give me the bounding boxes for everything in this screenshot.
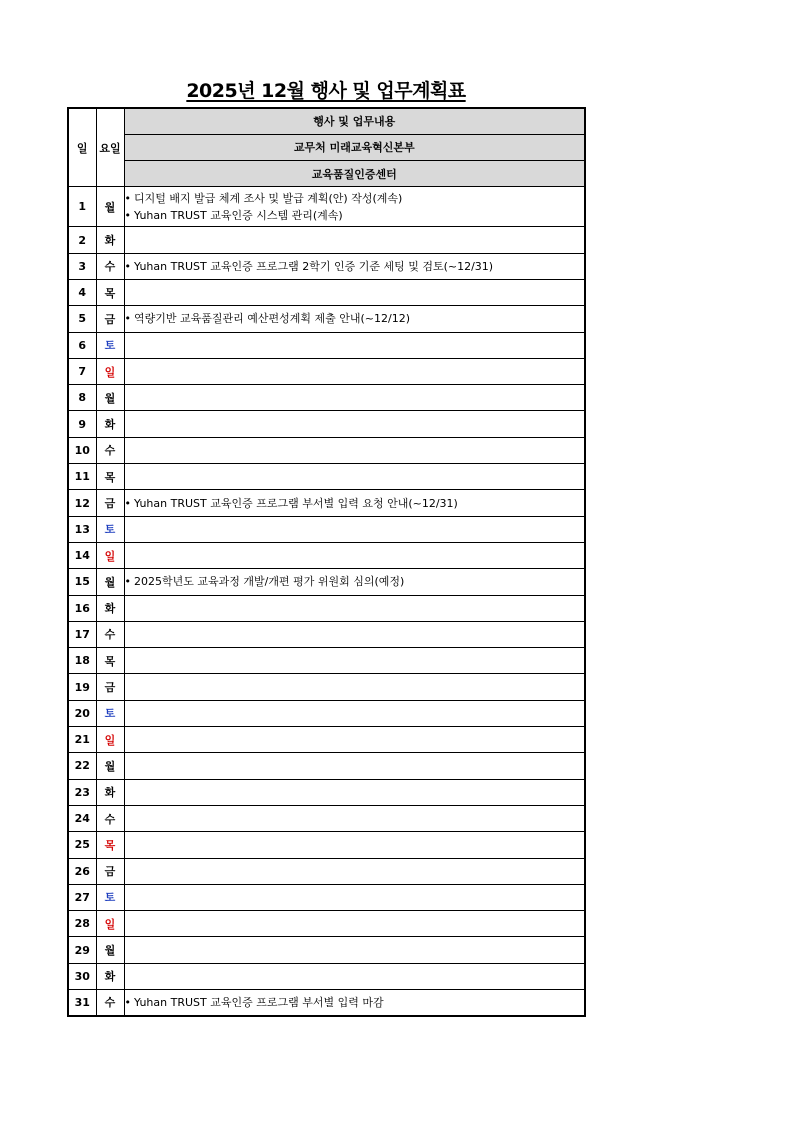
schedule-content: [124, 832, 585, 858]
weekday-label: 목: [96, 464, 124, 490]
schedule-content: [124, 542, 585, 568]
schedule-content: [124, 332, 585, 358]
table-row: [68, 411, 585, 437]
weekday-label: 목: [96, 832, 124, 858]
table-row: [68, 437, 585, 463]
day-number: 5: [68, 306, 96, 332]
weekday-label: 화: [96, 779, 124, 805]
header-weekday: 요일: [96, 108, 124, 187]
header-office: 교무처 미래교육혁신본부: [124, 134, 585, 160]
bullet-icon: •: [124, 496, 131, 510]
weekday-label: 수: [96, 805, 124, 831]
day-number: 23: [68, 779, 96, 805]
weekday-label: 월: [96, 187, 124, 227]
day-number: 14: [68, 542, 96, 568]
schedule-content: [124, 358, 585, 384]
table-row: [68, 542, 585, 568]
schedule-content: [124, 279, 585, 305]
table-row: [68, 805, 585, 831]
table-body: [68, 187, 585, 1016]
schedule-content: [124, 227, 585, 253]
table-header: [68, 108, 585, 187]
day-number: 31: [68, 990, 96, 1016]
weekday-label: 월: [96, 753, 124, 779]
table-row: [68, 727, 585, 753]
table-row: [68, 253, 585, 279]
schedule-content: [124, 700, 585, 726]
day-number: 13: [68, 516, 96, 542]
weekday-label: 수: [96, 437, 124, 463]
schedule-item-text: 디지털 배지 발급 체계 조사 및 발급 계획(안) 작성(계속): [134, 191, 403, 205]
table-row: [68, 516, 585, 542]
day-number: 1: [68, 187, 96, 227]
header-day: 일: [68, 108, 96, 187]
schedule-content: [124, 648, 585, 674]
weekday-label: 일: [96, 542, 124, 568]
day-number: 15: [68, 569, 96, 595]
day-number: 2: [68, 227, 96, 253]
schedule-item-text: 2025학년도 교육과정 개발/개편 평가 위원회 심의(예정): [134, 575, 405, 589]
schedule-content: [124, 569, 585, 595]
schedule-item-text: Yuhan TRUST 교육인증 프로그램 2학기 인증 기준 세팅 및 검토(~12/31): [134, 259, 494, 273]
table-row: [68, 990, 585, 1016]
table-row: [68, 937, 585, 963]
weekday-label: 일: [96, 727, 124, 753]
day-number: 18: [68, 648, 96, 674]
schedule-item-text: 역량기반 교육품질관리 예산편성계획 제출 안내(~12/12): [134, 312, 411, 326]
table-row: [68, 648, 585, 674]
schedule-content: [124, 411, 585, 437]
table-row: [68, 306, 585, 332]
day-number: 10: [68, 437, 96, 463]
table-row: [68, 621, 585, 647]
weekday-label: 일: [96, 358, 124, 384]
weekday-label: 금: [96, 306, 124, 332]
schedule-content: [124, 621, 585, 647]
day-number: 28: [68, 911, 96, 937]
plan-table: [67, 107, 586, 1017]
schedule-content: [124, 753, 585, 779]
day-number: 7: [68, 358, 96, 384]
table-row: [68, 858, 585, 884]
schedule-content: [124, 490, 585, 516]
schedule-content: [124, 963, 585, 989]
header-center: 교육품질인증센터: [124, 161, 585, 187]
table-row: [68, 674, 585, 700]
header-content-title: 행사 및 업무내용: [124, 108, 585, 134]
weekday-label: 화: [96, 595, 124, 621]
day-number: 21: [68, 727, 96, 753]
schedule-content: [124, 727, 585, 753]
day-number: 30: [68, 963, 96, 989]
schedule-content: [124, 805, 585, 831]
bullet-icon: •: [124, 191, 131, 205]
schedule-item: [125, 495, 585, 512]
schedule-content: [124, 937, 585, 963]
weekday-label: 월: [96, 385, 124, 411]
day-number: 3: [68, 253, 96, 279]
schedule-item-text: Yuhan TRUST 교육인증 프로그램 부서별 입력 마감: [134, 995, 384, 1009]
table-row: [68, 569, 585, 595]
weekday-label: 일: [96, 911, 124, 937]
weekday-label: 화: [96, 963, 124, 989]
day-number: 8: [68, 385, 96, 411]
schedule-item: [125, 190, 585, 207]
table-row: [68, 911, 585, 937]
day-number: 6: [68, 332, 96, 358]
schedule-content: [124, 187, 585, 227]
table-row: [68, 464, 585, 490]
day-number: 17: [68, 621, 96, 647]
table-row: [68, 779, 585, 805]
weekday-label: 월: [96, 569, 124, 595]
table-row: [68, 884, 585, 910]
weekday-label: 수: [96, 621, 124, 647]
schedule-content: [124, 674, 585, 700]
table-row: [68, 187, 585, 227]
table-row: [68, 279, 585, 305]
day-number: 25: [68, 832, 96, 858]
schedule-content: [124, 911, 585, 937]
schedule-item-text: Yuhan TRUST 교육인증 시스템 관리(계속): [134, 208, 343, 222]
day-number: 4: [68, 279, 96, 305]
table-row: [68, 963, 585, 989]
table-row: [68, 490, 585, 516]
bullet-icon: •: [124, 312, 131, 326]
weekday-label: 토: [96, 332, 124, 358]
table-row: [68, 753, 585, 779]
schedule-item: [125, 207, 585, 224]
day-number: 11: [68, 464, 96, 490]
weekday-label: 토: [96, 516, 124, 542]
weekday-label: 화: [96, 411, 124, 437]
weekday-label: 수: [96, 990, 124, 1016]
day-number: 19: [68, 674, 96, 700]
schedule-item: [125, 573, 585, 590]
table-row: [68, 358, 585, 384]
day-number: 22: [68, 753, 96, 779]
weekday-label: 토: [96, 884, 124, 910]
day-number: 27: [68, 884, 96, 910]
schedule-content: [124, 253, 585, 279]
schedule-content: [124, 306, 585, 332]
schedule-content: [124, 884, 585, 910]
weekday-label: 금: [96, 490, 124, 516]
day-number: 20: [68, 700, 96, 726]
weekday-label: 수: [96, 253, 124, 279]
bullet-icon: •: [124, 995, 131, 1009]
schedule-item: [125, 310, 585, 327]
weekday-label: 목: [96, 648, 124, 674]
schedule-item: [125, 994, 585, 1011]
day-number: 26: [68, 858, 96, 884]
bullet-icon: •: [124, 259, 131, 273]
table-row: [68, 832, 585, 858]
schedule-content: [124, 779, 585, 805]
day-number: 9: [68, 411, 96, 437]
schedule-content: [124, 516, 585, 542]
schedule-item: [125, 258, 585, 275]
table-row: [68, 700, 585, 726]
weekday-label: 화: [96, 227, 124, 253]
weekday-label: 금: [96, 674, 124, 700]
schedule-item-text: Yuhan TRUST 교육인증 프로그램 부서별 입력 요청 안내(~12/31): [134, 496, 458, 510]
table-row: [68, 227, 585, 253]
schedule-content: [124, 464, 585, 490]
day-number: 29: [68, 937, 96, 963]
table-row: [68, 385, 585, 411]
schedule-content: [124, 858, 585, 884]
bullet-icon: •: [124, 575, 131, 589]
schedule-content: [124, 595, 585, 621]
schedule-content: [124, 385, 585, 411]
table-row: [68, 595, 585, 621]
day-number: 12: [68, 490, 96, 516]
schedule-content: [124, 437, 585, 463]
weekday-label: 금: [96, 858, 124, 884]
page-title: 2025년 12월 행사 및 업무계획표: [186, 80, 466, 102]
table-row: [68, 332, 585, 358]
weekday-label: 토: [96, 700, 124, 726]
day-number: 24: [68, 805, 96, 831]
bullet-icon: •: [124, 208, 131, 222]
weekday-label: 목: [96, 279, 124, 305]
day-number: 16: [68, 595, 96, 621]
schedule-content: [124, 990, 585, 1016]
weekday-label: 월: [96, 937, 124, 963]
